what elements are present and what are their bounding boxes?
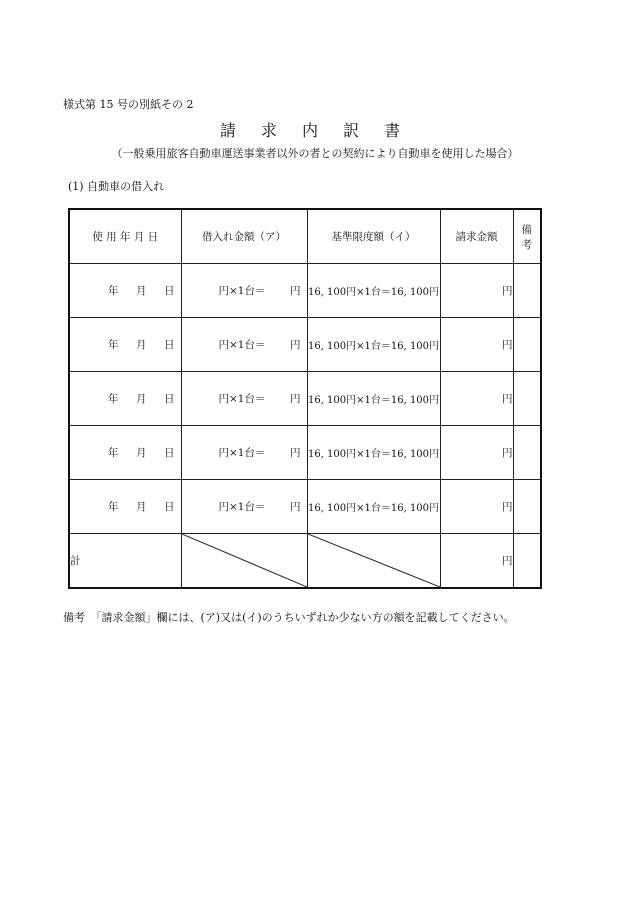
year-unit: 年 [108,447,119,459]
yen-unit: 円 [290,501,301,513]
remark-note: 備考 「請求金額」欄には、(ア)又は(イ)のうちいずれか少ない方の額を記載してください。 [63,611,515,624]
rental-amount-formula: 円×1台＝ [218,447,266,459]
rental-amount-formula: 円×1台＝ [218,285,266,297]
document-subtitle: （一般乗用旅客自動車運送事業者以外の者との契約により自動車を使用した場合） [111,147,519,160]
section-label: (1) 自動車の借入れ [68,180,165,193]
month-unit: 月 [136,393,147,405]
yen-unit: 円 [290,285,301,297]
remarks-field[interactable] [513,372,541,426]
diagonal-blank-cell [181,534,307,589]
year-unit: 年 [108,339,119,351]
header-standard-limit: 基準限度額（イ） [307,209,440,264]
rental-amount-formula: 円×1台＝ [218,339,266,351]
remarks-field[interactable] [513,480,541,534]
year-unit: 年 [108,501,119,513]
table-header-row [69,209,541,264]
rental-amount-field[interactable] [181,372,307,426]
day-unit: 日 [164,501,175,513]
year-unit: 年 [108,393,119,405]
header-rental-amount: 借入れ金額（ア） [181,209,307,264]
yen-unit: 円 [290,393,301,405]
usage-date-field[interactable] [69,318,181,372]
table-row [69,318,541,372]
total-label: 計 [69,534,181,589]
claim-breakdown-table [68,208,542,589]
yen-unit: 円 [290,339,301,351]
standard-limit-value: 16, 100円×1台＝16, 100円 [307,318,440,372]
standard-limit-value: 16, 100円×1台＝16, 100円 [307,480,440,534]
rental-amount-formula: 円×1台＝ [218,393,266,405]
table-row [69,372,541,426]
total-remarks-field[interactable] [513,534,541,589]
claim-amount-field[interactable]: 円 [440,264,513,318]
day-unit: 日 [164,393,175,405]
total-claim-amount-field[interactable]: 円 [440,534,513,589]
remarks-field[interactable] [513,264,541,318]
day-unit: 日 [164,339,175,351]
header-usage-date: 使 用 年 月 日 [69,209,181,264]
rental-amount-field[interactable] [181,426,307,480]
claim-amount-field[interactable]: 円 [440,426,513,480]
usage-date-field[interactable] [69,372,181,426]
standard-limit-value: 16, 100円×1台＝16, 100円 [307,372,440,426]
usage-date-field[interactable] [69,426,181,480]
yen-unit: 円 [290,447,301,459]
claim-amount-field[interactable]: 円 [440,480,513,534]
usage-date-field[interactable] [69,480,181,534]
year-unit: 年 [108,285,119,297]
table-row [69,264,541,318]
rental-amount-field[interactable] [181,264,307,318]
header-remarks: 備 考 [513,209,541,264]
total-row [69,534,541,589]
remarks-field[interactable] [513,318,541,372]
rental-amount-field[interactable] [181,318,307,372]
month-unit: 月 [136,285,147,297]
form-number: 様式第 15 号の別紙その 2 [63,98,194,111]
remarks-field[interactable] [513,426,541,480]
usage-date-field[interactable] [69,264,181,318]
table-row [69,426,541,480]
day-unit: 日 [164,447,175,459]
day-unit: 日 [164,285,175,297]
diagonal-blank-cell [307,534,440,589]
month-unit: 月 [136,339,147,351]
standard-limit-value: 16, 100円×1台＝16, 100円 [307,264,440,318]
rental-amount-formula: 円×1台＝ [218,501,266,513]
table-row [69,480,541,534]
claim-amount-field[interactable]: 円 [440,318,513,372]
standard-limit-value: 16, 100円×1台＝16, 100円 [307,426,440,480]
rental-amount-field[interactable] [181,480,307,534]
month-unit: 月 [136,447,147,459]
claim-amount-field[interactable]: 円 [440,372,513,426]
document-title: 請 求 内 訳 書 [219,121,411,140]
header-claim-amount: 請求金額 [440,209,513,264]
month-unit: 月 [136,501,147,513]
